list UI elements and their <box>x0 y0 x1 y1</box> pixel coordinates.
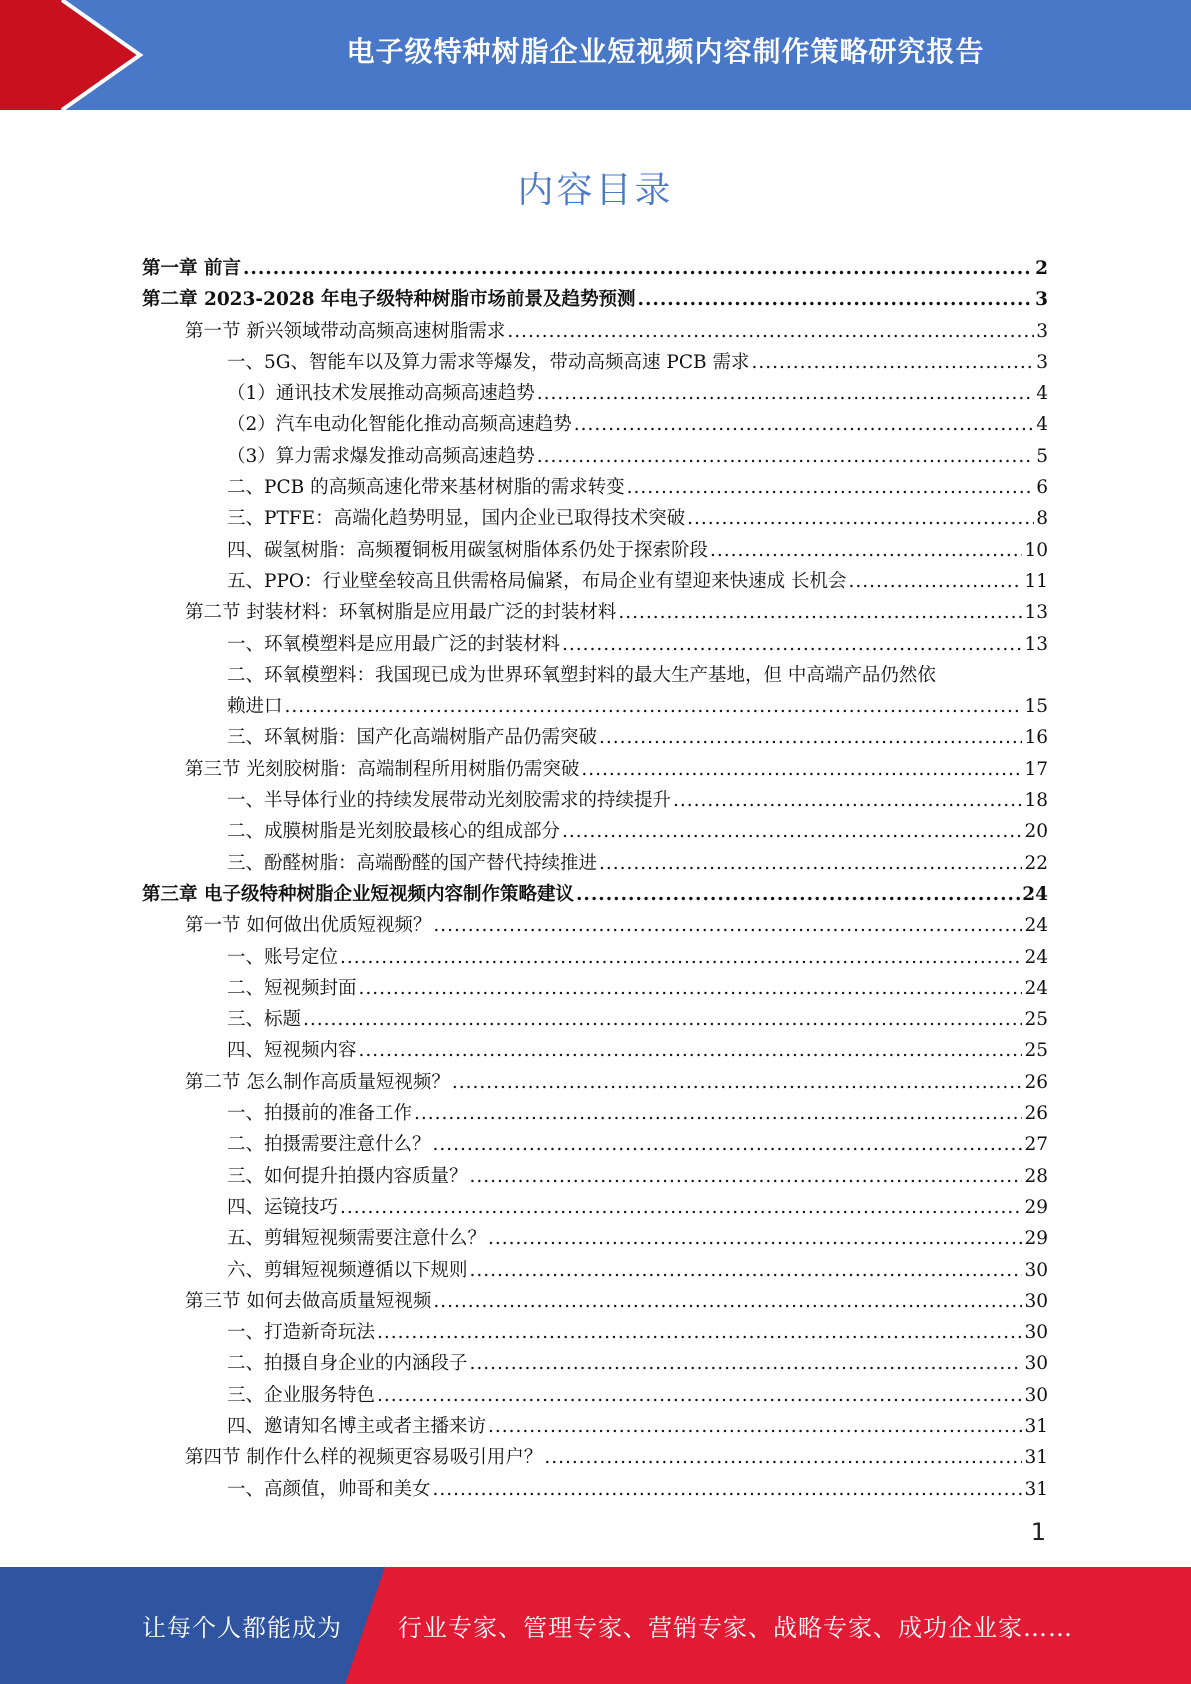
toc-subsection-entry[interactable] <box>142 785 1048 816</box>
toc-entry-label: 五、PPO：行业壁垒较高且供需格局偏紧，布局企业有望迎来快速成 长机会 <box>227 570 847 592</box>
toc-entry-page: 31 <box>1024 1447 1048 1469</box>
toc-subsection-entry[interactable] <box>142 1098 1048 1129</box>
toc-entry-page: 24 <box>1024 946 1048 968</box>
toc-entry-page: 22 <box>1024 852 1048 874</box>
toc-chapter-entry[interactable] <box>142 879 1048 910</box>
toc-subsection-entry[interactable] <box>142 378 1048 409</box>
toc-section-entry[interactable] <box>142 316 1048 347</box>
page-number: 1 <box>1030 1518 1046 1546</box>
toc-entry-label: 第三章 电子级特种树脂企业短视频内容制作策略建议 <box>142 883 574 905</box>
toc-entry-page: 3 <box>1035 289 1048 311</box>
toc-dot-leader <box>433 1129 1023 1160</box>
toc-chapter-entry[interactable] <box>142 284 1048 315</box>
toc-entry-page: 13 <box>1024 633 1048 655</box>
toc-subsection-entry[interactable] <box>142 1474 1048 1505</box>
toc-entry-label: 六、剪辑短视频遵循以下规则 <box>227 1259 468 1281</box>
toc-subsection-entry[interactable] <box>142 1317 1048 1348</box>
toc-entry-label: 第四节 制作什么样的视频更容易吸引用户？ <box>185 1447 543 1469</box>
toc-subsection-entry[interactable] <box>142 1255 1048 1286</box>
toc-entry-page: 26 <box>1024 1071 1048 1093</box>
toc-entry-label: 二、成膜树脂是光刻胶最核心的组成部分 <box>227 821 561 843</box>
toc-entry-page: 30 <box>1024 1353 1048 1375</box>
toc-entry-label: 一、账号定位 <box>227 946 339 968</box>
toc-dot-leader <box>581 754 1022 785</box>
toc-entry-label: （1）通讯技术发展推动高频高速趋势 <box>227 383 535 405</box>
toc-entry-page: 6 <box>1036 477 1048 499</box>
toc-dot-leader <box>848 566 1022 597</box>
toc-entry-label: 赖进口 <box>227 696 283 718</box>
toc-subsection-entry[interactable] <box>142 1411 1048 1442</box>
toc-entry-label: 三、企业服务特色 <box>227 1384 376 1406</box>
toc-subsection-entry[interactable] <box>142 722 1048 753</box>
toc-dot-leader <box>470 1348 1023 1379</box>
toc-dot-leader <box>562 816 1022 847</box>
toc-section-entry[interactable] <box>142 1286 1048 1317</box>
toc-entry-page: 4 <box>1036 383 1048 405</box>
toc-subsection-entry[interactable] <box>142 347 1048 378</box>
toc-section-entry[interactable] <box>142 910 1048 941</box>
toc-entry-label: 三、标题 <box>227 1009 302 1031</box>
toc-subsection-entry[interactable] <box>142 409 1048 440</box>
toc-dot-leader <box>470 1255 1023 1286</box>
toc-entry-page: 18 <box>1024 790 1048 812</box>
toc-subsection-entry[interactable] <box>142 816 1048 847</box>
toc-entry-label: 四、短视频内容 <box>227 1040 357 1062</box>
toc-entry-label: 三、环氧树脂：国产化高端树脂产品仍需突破 <box>227 727 598 749</box>
toc-subsection-entry[interactable] <box>142 1129 1048 1160</box>
toc-entry-page: 10 <box>1024 539 1048 561</box>
toc-subsection-entry[interactable] <box>142 566 1048 597</box>
toc-chapter-entry[interactable] <box>142 253 1048 284</box>
header-banner <box>0 0 1191 110</box>
toc-entry-label: 第三节 如何去做高质量短视频 <box>185 1290 432 1312</box>
toc-entry-label: 二、PCB 的高频高速化带来基材树脂的需求转变 <box>227 477 625 499</box>
toc-dot-leader <box>507 316 1034 347</box>
toc-entry-label: 第二节 怎么制作高质量短视频？ <box>185 1071 450 1093</box>
toc-entry-page: 31 <box>1024 1478 1048 1500</box>
toc-entry-label: 一、5G、智能车以及算力需求等爆发，带动高频高速 PCB 需求 <box>227 351 750 373</box>
toc-entry-page: 11 <box>1024 570 1048 592</box>
toc-subsection-entry[interactable] <box>142 973 1048 1004</box>
toc-section-entry[interactable] <box>142 1442 1048 1473</box>
toc-dot-leader <box>574 409 1034 440</box>
toc-entry-label: 第一节 如何做出优质短视频？ <box>185 915 432 937</box>
toc-entry-page: 30 <box>1024 1384 1048 1406</box>
toc-subsection-entry[interactable] <box>142 1348 1048 1379</box>
toc-entry-label: 四、运镜技巧 <box>227 1196 339 1218</box>
toc-entry-page: 5 <box>1036 445 1048 467</box>
toc-subsection-entry[interactable] <box>142 1004 1048 1035</box>
toc-dot-leader <box>576 879 1020 910</box>
toc-section-entry[interactable] <box>142 754 1048 785</box>
toc-entry-label: 三、如何提升拍摄内容质量？ <box>227 1165 468 1187</box>
toc-dot-leader <box>303 1004 1022 1035</box>
toc-dot-leader <box>452 1067 1023 1098</box>
footer-slogan-right: 行业专家、管理专家、营销专家、战略专家、成功企业家…… <box>398 1614 1073 1642</box>
toc-dot-leader <box>377 1380 1022 1411</box>
toc-entry-page: 24 <box>1024 977 1048 999</box>
toc-entry-label: 一、环氧模塑料是应用最广泛的封装材料 <box>227 633 561 655</box>
toc-dot-leader <box>359 1035 1023 1066</box>
toc-entry-page: 29 <box>1024 1196 1048 1218</box>
toc-entry-label: 二、短视频封面 <box>227 977 357 999</box>
toc-entry-page: 25 <box>1024 1040 1048 1062</box>
toc-entry-label: 第二节 封装材料：环氧树脂是应用最广泛的封装材料 <box>185 602 617 624</box>
toc-subsection-entry[interactable] <box>142 848 1048 879</box>
toc-entry-page: 30 <box>1024 1322 1048 1344</box>
toc-subsection-entry[interactable] <box>142 942 1048 973</box>
toc-entry-label: 第二章 2023-2028 年电子级特种树脂市场前景及趋势预测 <box>142 289 636 311</box>
toc-heading: 内容目录 <box>517 170 674 211</box>
toc-subsection-entry[interactable] <box>142 472 1048 503</box>
toc-entry-page: 30 <box>1024 1290 1048 1312</box>
toc-entry-label: 第一章 前言 <box>142 258 241 279</box>
toc-dot-leader <box>618 597 1022 628</box>
toc-dot-leader <box>488 1411 1022 1442</box>
toc-entry-page: 8 <box>1036 508 1048 530</box>
toc-entry-wrapped-line[interactable]: 二、环氧模塑料：我国现已成为世界环氧塑封料的最大生产基地，但 中高端产品仍然依 <box>227 664 936 686</box>
toc-entry-page: 24 <box>1022 883 1048 905</box>
toc-entry-label: 一、打造新奇玩法 <box>227 1322 376 1344</box>
toc-entry-label: 第一节 新兴领域带动高频高速树脂需求 <box>185 320 506 342</box>
toc-dot-leader <box>537 441 1034 472</box>
toc-entry-page: 28 <box>1024 1165 1048 1187</box>
toc-dot-leader <box>599 848 1022 879</box>
toc-dot-leader <box>537 378 1034 409</box>
toc-entry-page: 24 <box>1024 915 1048 937</box>
toc-entry-page: 29 <box>1024 1228 1048 1250</box>
toc-dot-leader <box>470 1161 1023 1192</box>
toc-entry-label: 二、拍摄自身企业的内涵段子 <box>227 1353 468 1375</box>
toc-entry-page: 16 <box>1024 727 1048 749</box>
footer-slogan-left: 让每个人都能成为 <box>142 1614 342 1642</box>
toc-dot-leader <box>687 503 1034 534</box>
footer-banner <box>0 1567 1191 1684</box>
toc-subsection-entry[interactable] <box>142 441 1048 472</box>
toc-entry-label: 一、拍摄前的准备工作 <box>227 1103 413 1125</box>
toc-subsection-entry[interactable] <box>142 1192 1048 1223</box>
toc-entry-page: 17 <box>1024 758 1048 780</box>
toc-entry-page: 4 <box>1036 414 1048 436</box>
toc-entry-label: （2）汽车电动化智能化推动高频高速趋势 <box>227 414 572 436</box>
toc-entry-label: 三、PTFE：高端化趋势明显，国内企业已取得技术突破 <box>227 508 686 530</box>
table-of-contents <box>142 253 1048 1505</box>
toc-subsection-entry[interactable] <box>142 1223 1048 1254</box>
toc-dot-leader <box>340 1192 1022 1223</box>
toc-entry-page: 2 <box>1035 258 1048 279</box>
toc-subsection-entry[interactable] <box>142 1035 1048 1066</box>
toc-entry-page: 20 <box>1024 821 1048 843</box>
toc-dot-leader <box>359 973 1023 1004</box>
toc-dot-leader <box>638 284 1034 315</box>
toc-dot-leader <box>433 910 1022 941</box>
toc-section-entry[interactable] <box>142 1067 1048 1098</box>
toc-dot-leader <box>243 253 1033 284</box>
toc-entry-label: 四、碳氢树脂：高频覆铜板用碳氢树脂体系仍处于探索阶段 <box>227 539 709 561</box>
toc-entry-page: 13 <box>1024 602 1048 624</box>
toc-entry-page: 15 <box>1024 696 1048 718</box>
toc-entry-label: 一、高颜值，帅哥和美女 <box>227 1478 431 1500</box>
toc-entry-label: 三、酚醛树脂：高端酚醛的国产替代持续推进 <box>227 852 598 874</box>
toc-dot-leader <box>340 942 1022 973</box>
toc-dot-leader <box>673 785 1022 816</box>
toc-dot-leader <box>627 472 1035 503</box>
toc-dot-leader <box>562 629 1022 660</box>
toc-entry-page: 31 <box>1024 1415 1048 1437</box>
toc-dot-leader <box>599 722 1022 753</box>
toc-subsection-entry[interactable] <box>142 629 1048 660</box>
toc-subsection-entry[interactable] <box>142 503 1048 534</box>
toc-subsection-entry[interactable] <box>142 1161 1048 1192</box>
toc-entry-page: 27 <box>1024 1134 1048 1156</box>
toc-dot-leader <box>377 1317 1022 1348</box>
toc-dot-leader <box>752 347 1035 378</box>
toc-dot-leader <box>285 691 1023 722</box>
toc-entry-label: 二、拍摄需要注意什么？ <box>227 1134 431 1156</box>
toc-dot-leader <box>414 1098 1022 1129</box>
toc-entry-label: 五、剪辑短视频需要注意什么？ <box>227 1228 487 1250</box>
toc-dot-leader <box>544 1442 1022 1473</box>
toc-dot-leader <box>433 1286 1022 1317</box>
toc-entry-label: 第三节 光刻胶树脂：高端制程所用树脂仍需突破 <box>185 758 580 780</box>
toc-dot-leader <box>488 1223 1022 1254</box>
toc-entry-page: 26 <box>1024 1103 1048 1125</box>
report-title: 电子级特种树脂企业短视频内容制作策略研究报告 <box>346 35 985 68</box>
toc-entry-page: 3 <box>1036 351 1048 373</box>
toc-subsection-entry[interactable] <box>142 1380 1048 1411</box>
toc-entry-label: 四、邀请知名博主或者主播来访 <box>227 1415 487 1437</box>
toc-subsection-entry[interactable] <box>142 535 1048 566</box>
toc-entry-label: 一、半导体行业的持续发展带动光刻胶需求的持续提升 <box>227 790 672 812</box>
toc-entry-page: 30 <box>1024 1259 1048 1281</box>
toc-section-entry[interactable] <box>142 597 1048 628</box>
toc-entry-page: 25 <box>1024 1009 1048 1031</box>
toc-subsection-entry[interactable] <box>142 691 1048 722</box>
toc-dot-leader <box>710 535 1022 566</box>
toc-entry-label: （3）算力需求爆发推动高频高速趋势 <box>227 445 535 467</box>
toc-entry-page: 3 <box>1036 320 1048 342</box>
toc-dot-leader <box>433 1474 1023 1505</box>
